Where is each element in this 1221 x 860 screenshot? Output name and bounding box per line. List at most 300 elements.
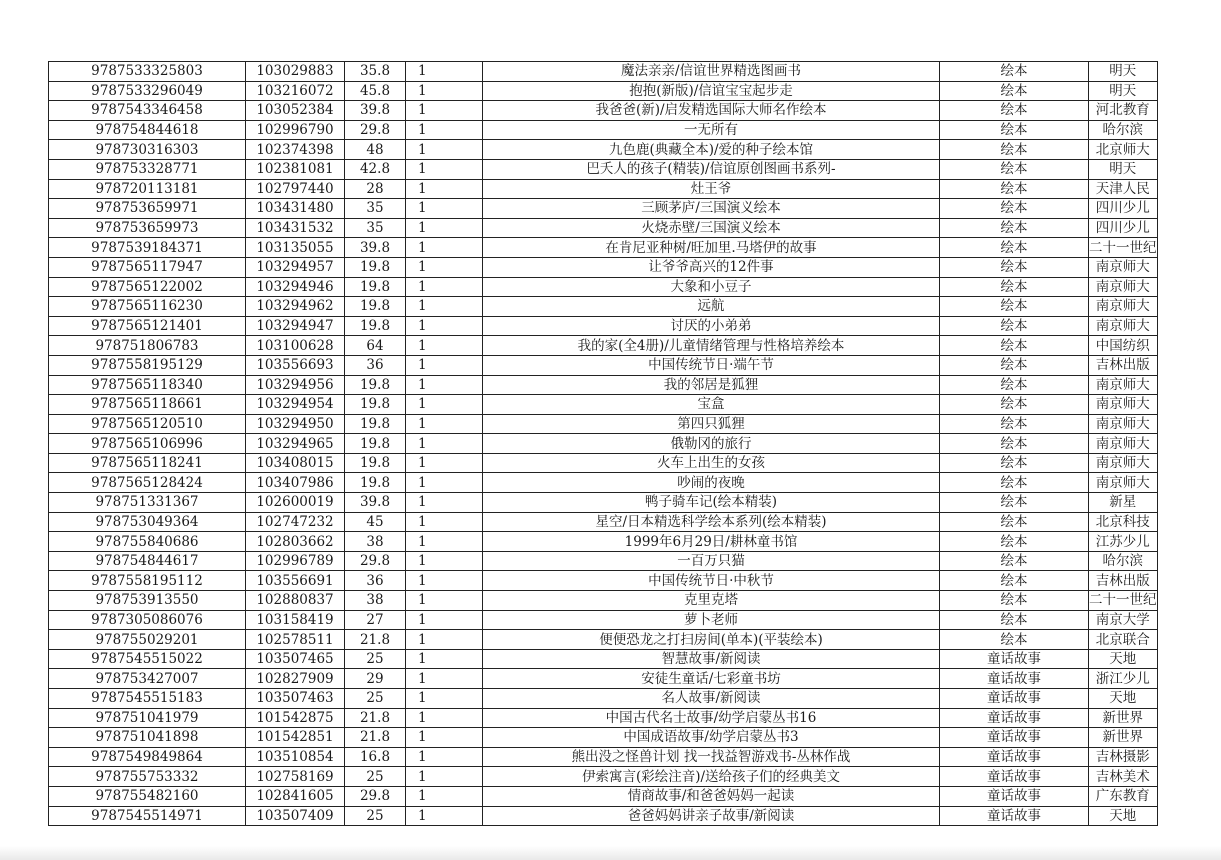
isbn-cell: 9787539184371 (49, 238, 246, 258)
table-row (49, 610, 1158, 630)
publisher-cell: 南京师大 (1089, 434, 1158, 454)
code-cell: 103135055 (246, 238, 345, 258)
quantity-cell: 1 (406, 630, 483, 650)
quantity-cell: 1 (406, 493, 483, 513)
category-cell: 绘本 (940, 493, 1089, 513)
price-cell: 45.8 (345, 81, 406, 101)
price-cell: 35.8 (345, 62, 406, 82)
quantity-cell: 1 (406, 689, 483, 709)
code-cell: 101542875 (246, 708, 345, 728)
publisher-cell: 江苏少儿 (1089, 532, 1158, 552)
quantity-cell: 1 (406, 140, 483, 160)
quantity-cell: 1 (406, 101, 483, 121)
table-row (49, 159, 1158, 179)
table-row (49, 120, 1158, 140)
category-cell: 童话故事 (940, 708, 1089, 728)
category-cell: 绘本 (940, 120, 1089, 140)
title-cell: 智慧故事/新阅读 (483, 649, 940, 669)
publisher-cell: 南京大学 (1089, 610, 1158, 630)
table-body (49, 62, 1158, 826)
table-row (49, 473, 1158, 493)
title-cell: 我的邻居是狐狸 (483, 375, 940, 395)
title-cell: 情商故事/和爸爸妈妈一起读 (483, 786, 940, 806)
quantity-cell: 1 (406, 355, 483, 375)
category-cell: 童话故事 (940, 689, 1089, 709)
code-cell: 103408015 (246, 453, 345, 473)
isbn-cell: 9787543346458 (49, 101, 246, 121)
category-cell: 童话故事 (940, 747, 1089, 767)
price-cell: 42.8 (345, 159, 406, 179)
isbn-cell: 978755029201 (49, 630, 246, 650)
code-cell: 102600019 (246, 493, 345, 513)
category-cell: 绘本 (940, 159, 1089, 179)
isbn-cell: 9787549849864 (49, 747, 246, 767)
publisher-cell: 南京师大 (1089, 414, 1158, 434)
code-cell: 102803662 (246, 532, 345, 552)
quantity-cell: 1 (406, 199, 483, 219)
publisher-cell: 吉林出版 (1089, 571, 1158, 591)
category-cell: 绘本 (940, 336, 1089, 356)
isbn-cell: 978751041898 (49, 728, 246, 748)
table-row (49, 649, 1158, 669)
quantity-cell: 1 (406, 159, 483, 179)
category-cell: 绘本 (940, 473, 1089, 493)
title-cell: 俄勒冈的旅行 (483, 434, 940, 454)
table-row (49, 728, 1158, 748)
isbn-cell: 9787545514971 (49, 806, 246, 826)
price-cell: 48 (345, 140, 406, 160)
publisher-cell: 北京联合 (1089, 630, 1158, 650)
isbn-cell: 978753427007 (49, 669, 246, 689)
publisher-cell: 明天 (1089, 81, 1158, 101)
price-cell: 19.8 (345, 473, 406, 493)
publisher-cell: 二十一世纪 (1089, 592, 1157, 609)
table-row (49, 238, 1158, 258)
price-cell: 29.8 (345, 786, 406, 806)
category-cell: 绘本 (940, 140, 1089, 160)
title-cell: 巴夭人的孩子(精装)/信谊原创图画书系列- (483, 159, 940, 179)
isbn-cell: 9787533296049 (49, 81, 246, 101)
title-cell: 鸭子骑车记(绘本精装) (483, 493, 940, 513)
category-cell: 绘本 (940, 414, 1089, 434)
publisher-cell: 四川少儿 (1089, 199, 1158, 219)
publisher-cell: 北京科技 (1089, 512, 1158, 532)
publisher-cell: 新世界 (1089, 708, 1158, 728)
quantity-cell: 1 (406, 610, 483, 630)
table-row (49, 140, 1158, 160)
price-cell: 27 (345, 610, 406, 630)
isbn-cell: 9787545515183 (49, 689, 246, 709)
isbn-cell: 978754844617 (49, 551, 246, 571)
price-cell: 19.8 (345, 453, 406, 473)
code-cell: 103294957 (246, 257, 345, 277)
quantity-cell: 1 (406, 473, 483, 493)
price-cell: 19.8 (345, 297, 406, 317)
table-row (49, 551, 1158, 571)
title-cell: 萝卜老师 (483, 610, 940, 630)
isbn-cell: 978754844618 (49, 120, 246, 140)
table-row (49, 453, 1158, 473)
category-cell: 绘本 (940, 395, 1089, 415)
category-cell: 绘本 (940, 610, 1089, 630)
publisher-cell: 天津人民 (1089, 179, 1158, 199)
title-cell: 我爸爸(新)/启发精选国际大师名作绘本 (483, 101, 940, 121)
publisher-cell: 天地 (1089, 689, 1158, 709)
isbn-cell: 978755753332 (49, 767, 246, 787)
code-cell: 103294946 (246, 277, 345, 297)
isbn-cell: 978751331367 (49, 493, 246, 513)
quantity-cell: 1 (406, 297, 483, 317)
scan-edge-shadow (0, 846, 1221, 860)
title-cell: 便便恐龙之打扫房间(单本)(平装绘本) (483, 630, 940, 650)
isbn-cell: 9787533325803 (49, 62, 246, 82)
quantity-cell: 1 (406, 453, 483, 473)
category-cell: 绘本 (940, 571, 1089, 591)
quantity-cell: 1 (406, 395, 483, 415)
price-cell: 25 (345, 689, 406, 709)
publisher-cell: 河北教育 (1089, 101, 1158, 121)
publisher-cell: 吉林美术 (1089, 767, 1158, 787)
publisher-cell: 明天 (1089, 159, 1158, 179)
code-cell: 103029883 (246, 62, 345, 82)
price-cell: 19.8 (345, 395, 406, 415)
publisher-cell: 南京师大 (1089, 453, 1158, 473)
publisher-cell: 吉林出版 (1089, 355, 1158, 375)
category-cell: 童话故事 (940, 806, 1089, 826)
category-cell: 绘本 (940, 218, 1089, 238)
publisher-cell: 新世界 (1089, 728, 1158, 748)
price-cell: 29.8 (345, 120, 406, 140)
category-cell: 绘本 (940, 101, 1089, 121)
publisher-cell: 南京师大 (1089, 473, 1158, 493)
publisher-cell: 天地 (1089, 806, 1158, 826)
publisher-cell: 南京师大 (1089, 375, 1158, 395)
title-cell: 火车上出生的女孩 (483, 453, 940, 473)
quantity-cell: 1 (406, 375, 483, 395)
code-cell: 103507463 (246, 689, 345, 709)
publisher-cell: 二十一世纪 (1089, 239, 1157, 256)
table-row (49, 101, 1158, 121)
publisher-cell: 哈尔滨 (1089, 551, 1158, 571)
publisher-cell: 北京师大 (1089, 140, 1158, 160)
quantity-cell: 1 (406, 238, 483, 258)
price-cell: 38 (345, 532, 406, 552)
publisher-cell: 明天 (1089, 62, 1158, 82)
category-cell: 绘本 (940, 630, 1089, 650)
table-row (49, 199, 1158, 219)
quantity-cell: 1 (406, 434, 483, 454)
publisher-cell: 哈尔滨 (1089, 120, 1158, 140)
price-cell: 19.8 (345, 375, 406, 395)
title-cell: 一百万只猫 (483, 551, 940, 571)
code-cell: 103407986 (246, 473, 345, 493)
code-cell: 103216072 (246, 81, 345, 101)
publisher-cell: 天地 (1089, 649, 1158, 669)
quantity-cell: 1 (406, 786, 483, 806)
category-cell: 绘本 (940, 375, 1089, 395)
quantity-cell: 1 (406, 571, 483, 591)
category-cell: 绘本 (940, 81, 1089, 101)
quantity-cell: 1 (406, 767, 483, 787)
publisher-cell: 中国纺织 (1089, 336, 1158, 356)
price-cell: 19.8 (345, 316, 406, 336)
table-row (49, 806, 1158, 826)
quantity-cell: 1 (406, 414, 483, 434)
code-cell: 102996790 (246, 120, 345, 140)
title-cell: 中国成语故事/幼学启蒙丛书3 (483, 728, 940, 748)
price-cell: 28 (345, 179, 406, 199)
price-cell: 21.8 (345, 728, 406, 748)
quantity-cell: 1 (406, 316, 483, 336)
code-cell: 103507409 (246, 806, 345, 826)
isbn-cell: 9787565118340 (49, 375, 246, 395)
price-cell: 19.8 (345, 414, 406, 434)
category-cell: 绘本 (940, 453, 1089, 473)
title-cell: 三顾茅庐/三国演义绘本 (483, 199, 940, 219)
code-cell: 102880837 (246, 591, 345, 611)
price-cell: 35 (345, 218, 406, 238)
category-cell: 绘本 (940, 532, 1089, 552)
category-cell: 童话故事 (940, 767, 1089, 787)
table-row (49, 81, 1158, 101)
category-cell: 童话故事 (940, 649, 1089, 669)
table-row (49, 786, 1158, 806)
publisher-cell: 南京师大 (1089, 316, 1158, 336)
code-cell: 102827909 (246, 669, 345, 689)
table-row (49, 512, 1158, 532)
isbn-cell: 9787305086076 (49, 610, 246, 630)
isbn-cell: 978753913550 (49, 591, 246, 611)
quantity-cell: 1 (406, 669, 483, 689)
quantity-cell: 1 (406, 747, 483, 767)
title-cell: 我的家(全4册)/儿童情绪管理与性格培养绘本 (483, 336, 940, 356)
title-cell: 宝盒 (483, 395, 940, 415)
title-cell: 克里克塔 (483, 591, 940, 611)
title-cell: 中国古代名士故事/幼学启蒙丛书16 (483, 708, 940, 728)
quantity-cell: 1 (406, 532, 483, 552)
code-cell: 103510854 (246, 747, 345, 767)
title-cell: 远航 (483, 297, 940, 317)
category-cell: 绘本 (940, 355, 1089, 375)
category-cell: 童话故事 (940, 728, 1089, 748)
title-cell: 在肯尼亚种树/旺加里.马塔伊的故事 (483, 238, 940, 258)
book-list-table (48, 61, 1158, 826)
isbn-cell: 978730316303 (49, 140, 246, 160)
title-cell: 魔法亲亲/信谊世界精选图画书 (483, 62, 940, 82)
title-cell: 第四只狐狸 (483, 414, 940, 434)
publisher-cell: 南京师大 (1089, 257, 1158, 277)
code-cell: 102747232 (246, 512, 345, 532)
quantity-cell: 1 (406, 728, 483, 748)
price-cell: 39.8 (345, 493, 406, 513)
price-cell: 25 (345, 767, 406, 787)
table-row (49, 767, 1158, 787)
code-cell: 103294965 (246, 434, 345, 454)
code-cell: 103556691 (246, 571, 345, 591)
quantity-cell: 1 (406, 512, 483, 532)
publisher-cell: 广东教育 (1089, 786, 1158, 806)
price-cell: 38 (345, 591, 406, 611)
title-cell: 熊出没之怪兽计划 找一找益智游戏书-丛林作战 (483, 747, 940, 767)
quantity-cell: 1 (406, 708, 483, 728)
table-row (49, 591, 1158, 611)
table-row (49, 747, 1158, 767)
title-cell: 名人故事/新阅读 (483, 689, 940, 709)
title-cell: 1999年6月29日/耕林童书馆 (483, 532, 940, 552)
table-row (49, 571, 1158, 591)
category-cell: 绘本 (940, 238, 1089, 258)
isbn-cell: 978720113181 (49, 179, 246, 199)
isbn-cell: 9787565128424 (49, 473, 246, 493)
code-cell: 103100628 (246, 336, 345, 356)
title-cell: 星空/日本精选科学绘本系列(绘本精装) (483, 512, 940, 532)
code-cell: 103556693 (246, 355, 345, 375)
price-cell: 36 (345, 355, 406, 375)
code-cell: 103294962 (246, 297, 345, 317)
quantity-cell: 1 (406, 649, 483, 669)
category-cell: 童话故事 (940, 669, 1089, 689)
table-row (49, 179, 1158, 199)
code-cell: 102381081 (246, 159, 345, 179)
table-row (49, 316, 1158, 336)
table-row (49, 375, 1158, 395)
quantity-cell: 1 (406, 62, 483, 82)
code-cell: 102797440 (246, 179, 345, 199)
code-cell: 103158419 (246, 610, 345, 630)
publisher-cell: 新星 (1089, 493, 1158, 513)
title-cell: 吵闹的夜晚 (483, 473, 940, 493)
price-cell: 39.8 (345, 101, 406, 121)
category-cell: 绘本 (940, 316, 1089, 336)
category-cell: 绘本 (940, 257, 1089, 277)
table-row (49, 708, 1158, 728)
table-row (49, 218, 1158, 238)
quantity-cell: 1 (406, 806, 483, 826)
category-cell: 绘本 (940, 434, 1089, 454)
code-cell: 102578511 (246, 630, 345, 650)
code-cell: 102758169 (246, 767, 345, 787)
table-row (49, 277, 1158, 297)
quantity-cell: 1 (406, 591, 483, 611)
code-cell: 103294950 (246, 414, 345, 434)
price-cell: 25 (345, 649, 406, 669)
table-row (49, 630, 1158, 650)
category-cell: 绘本 (940, 297, 1089, 317)
table-row (49, 532, 1158, 552)
isbn-cell: 978751041979 (49, 708, 246, 728)
isbn-cell: 9787558195129 (49, 355, 246, 375)
quantity-cell: 1 (406, 336, 483, 356)
price-cell: 36 (345, 571, 406, 591)
table-row (49, 336, 1158, 356)
title-cell: 讨厌的小弟弟 (483, 316, 940, 336)
price-cell: 19.8 (345, 434, 406, 454)
table-row (49, 355, 1158, 375)
code-cell: 102374398 (246, 140, 345, 160)
table-row (49, 257, 1158, 277)
isbn-cell: 9787565118661 (49, 395, 246, 415)
price-cell: 19.8 (345, 277, 406, 297)
category-cell: 绘本 (940, 199, 1089, 219)
title-cell: 九色鹿(典藏全本)/爱的种子绘本馆 (483, 140, 940, 160)
isbn-cell: 978753659971 (49, 199, 246, 219)
isbn-cell: 9787558195112 (49, 571, 246, 591)
category-cell: 绘本 (940, 591, 1089, 611)
code-cell: 102996789 (246, 551, 345, 571)
category-cell: 绘本 (940, 512, 1089, 532)
quantity-cell: 1 (406, 277, 483, 297)
category-cell: 绘本 (940, 179, 1089, 199)
code-cell: 103052384 (246, 101, 345, 121)
isbn-cell: 9787565117947 (49, 257, 246, 277)
price-cell: 16.8 (345, 747, 406, 767)
isbn-cell: 978755840686 (49, 532, 246, 552)
title-cell: 大象和小豆子 (483, 277, 940, 297)
title-cell: 火烧赤壁/三国演义绘本 (483, 218, 940, 238)
quantity-cell: 1 (406, 120, 483, 140)
quantity-cell: 1 (406, 179, 483, 199)
price-cell: 45 (345, 512, 406, 532)
code-cell: 101542851 (246, 728, 345, 748)
price-cell: 25 (345, 806, 406, 826)
category-cell: 绘本 (940, 277, 1089, 297)
isbn-cell: 9787565106996 (49, 434, 246, 454)
publisher-cell: 南京师大 (1089, 297, 1158, 317)
table-row (49, 395, 1158, 415)
code-cell: 103294947 (246, 316, 345, 336)
table-row (49, 493, 1158, 513)
isbn-cell: 978753049364 (49, 512, 246, 532)
table-row (49, 297, 1158, 317)
isbn-cell: 9787565116230 (49, 297, 246, 317)
price-cell: 19.8 (345, 257, 406, 277)
code-cell: 103507465 (246, 649, 345, 669)
price-cell: 39.8 (345, 238, 406, 258)
quantity-cell: 1 (406, 218, 483, 238)
category-cell: 绘本 (940, 551, 1089, 571)
title-cell: 伊索寓言(彩绘注音)/送给孩子们的经典美文 (483, 767, 940, 787)
title-cell: 中国传统节日·端午节 (483, 355, 940, 375)
code-cell: 103431480 (246, 199, 345, 219)
code-cell: 103431532 (246, 218, 345, 238)
isbn-cell: 9787565121401 (49, 316, 246, 336)
isbn-cell: 978753659973 (49, 218, 246, 238)
publisher-cell: 浙江少儿 (1089, 669, 1158, 689)
price-cell: 29 (345, 669, 406, 689)
table-row (49, 669, 1158, 689)
table-row (49, 689, 1158, 709)
title-cell: 灶王爷 (483, 179, 940, 199)
price-cell: 64 (345, 336, 406, 356)
category-cell: 童话故事 (940, 786, 1089, 806)
publisher-cell: 吉林摄影 (1089, 747, 1158, 767)
isbn-cell: 9787565122002 (49, 277, 246, 297)
isbn-cell: 9787565118241 (49, 453, 246, 473)
title-cell: 中国传统节日·中秋节 (483, 571, 940, 591)
isbn-cell: 978753328771 (49, 159, 246, 179)
price-cell: 35 (345, 199, 406, 219)
table-row (49, 62, 1158, 82)
title-cell: 一无所有 (483, 120, 940, 140)
price-cell: 21.8 (345, 708, 406, 728)
title-cell: 抱抱(新版)/信谊宝宝起步走 (483, 81, 940, 101)
publisher-cell: 南京师大 (1089, 277, 1158, 297)
code-cell: 103294956 (246, 375, 345, 395)
code-cell: 103294954 (246, 395, 345, 415)
table-row (49, 434, 1158, 454)
title-cell: 爸爸妈妈讲亲子故事/新阅读 (483, 806, 940, 826)
isbn-cell: 978755482160 (49, 786, 246, 806)
